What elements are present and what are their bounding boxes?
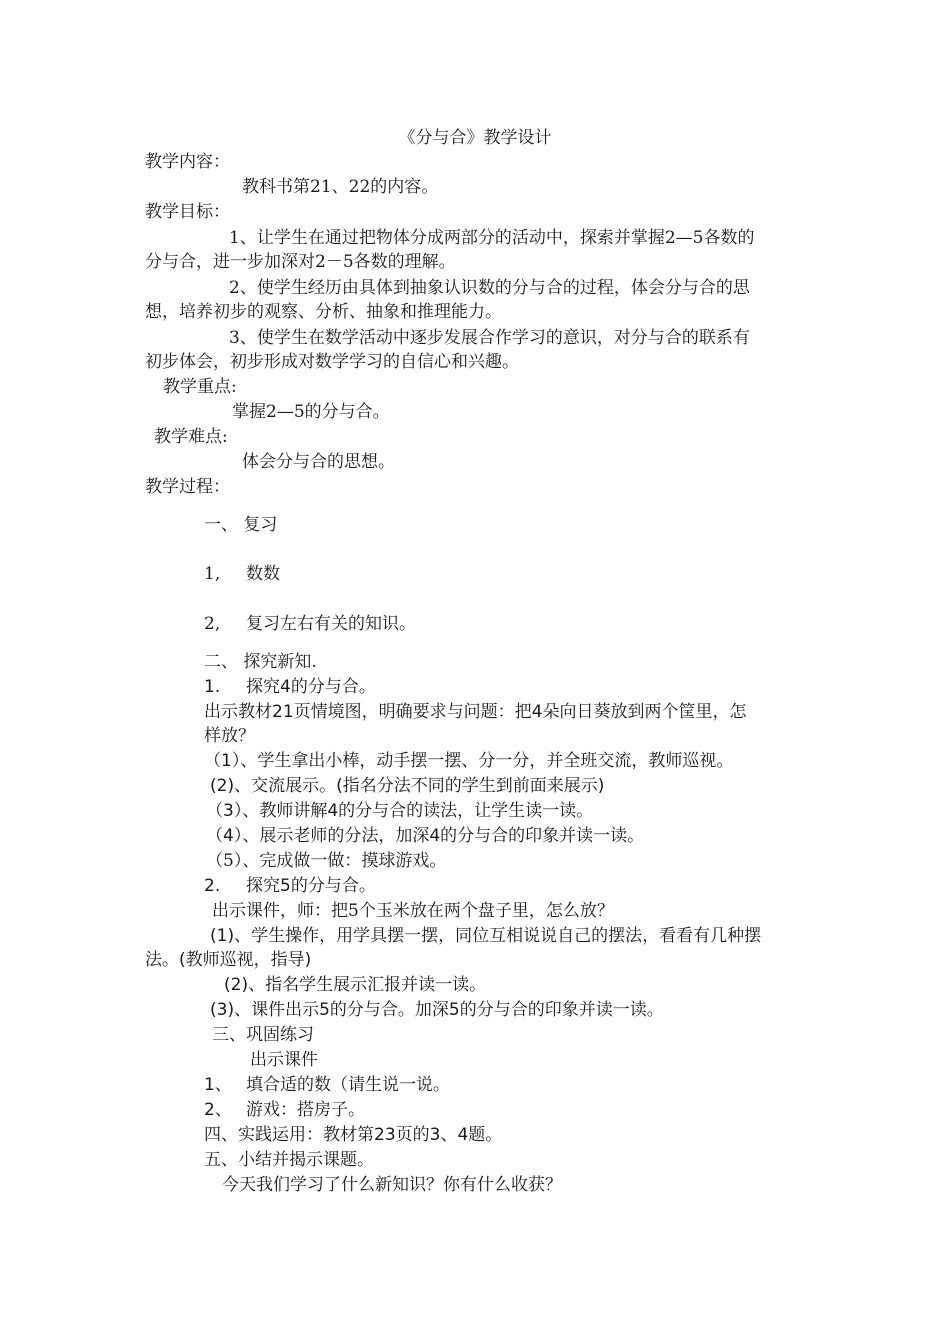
section-2-subsection-2-text: 探究5的分与合。	[246, 876, 376, 896]
section-2-2-intro: 出示课件，师：把5个玉米放在两个盘子里，怎么放？	[212, 901, 614, 921]
section-4-line: 四、实践运用：教材第23页的3、4题。	[204, 1125, 503, 1145]
goals-label: 教学目标：	[145, 202, 230, 222]
section-1-item-2-text: 复习左右有关的知识。	[246, 614, 416, 634]
goal-2-line-2: 想，培养初步的观察、分析、抽象和推理能力。	[145, 302, 502, 322]
section-2-1-step-5: （5）、完成做一做：摸球游戏。	[206, 851, 447, 871]
section-2-2-step-2: (2)、指名学生展示汇报并读一读。	[224, 975, 487, 995]
section-5-heading: 五、小结并揭示课题。	[204, 1150, 374, 1170]
section-3-item-2-text: 游戏：搭房子。	[246, 1100, 365, 1120]
section-2-subsection-2-number: 2.	[204, 876, 221, 896]
section-2-1-step-3: （3）、教师讲解4的分与合的读法，让学生读一读。	[206, 801, 594, 821]
section-2-subsection-2	[204, 874, 376, 898]
section-1-item-1	[204, 562, 280, 586]
section-1-item-2	[204, 612, 416, 636]
section-3-item-1-number: 1、	[204, 1075, 232, 1095]
section-2-subsection-1-number: 1.	[204, 677, 221, 697]
section-3-intro: 出示课件	[250, 1050, 318, 1070]
section-3-item-2	[204, 1098, 365, 1122]
difficulty-text: 体会分与合的思想。	[242, 452, 395, 472]
goal-3-line-2: 初步体会，初步形成对数学学习的自信心和兴趣。	[145, 352, 519, 372]
content-text: 教科书第21、22的内容。	[242, 177, 439, 197]
process-label: 教学过程：	[145, 477, 230, 497]
section-1-item-1-number: 1,	[204, 564, 221, 584]
key-points-text: 掌握2—5的分与合。	[232, 402, 390, 422]
section-1-heading: 一、 复习	[204, 515, 278, 535]
key-points-label: 教学重点:	[163, 377, 237, 397]
section-2-2-step-1-line-1: (1)、学生操作，用学具摆一摆，同位互相说说自己的摆法，看看有几种摆	[210, 926, 762, 946]
section-3-item-2-number: 2、	[204, 1100, 232, 1120]
goal-3-line-1: 3、使学生在数学活动中逐步发展合作学习的意识，对分与合的联系有	[229, 328, 750, 348]
difficulty-label: 教学难点:	[154, 427, 228, 447]
section-2-subsection-1-text: 探究4的分与合。	[246, 677, 376, 697]
section-2-1-step-1: （1）、学生拿出小棒，动手摆一摆、分一分，并全班交流，教师巡视。	[204, 751, 734, 771]
document-title: 《分与合》教学设计	[398, 128, 552, 148]
section-3-item-1-text: 填合适的数（请生说一说。	[246, 1075, 450, 1095]
section-3-item-1	[204, 1073, 450, 1097]
section-2-1-intro-line-1: 出示教材21页情境图，明确要求与问题：把4朵向日葵放到两个筐里，怎	[204, 702, 747, 722]
section-1-item-2-number: 2,	[204, 614, 221, 634]
section-5-text: 今天我们学习了什么新知识？你有什么收获？	[222, 1175, 562, 1195]
section-2-1-intro-line-2: 样放？	[204, 726, 255, 746]
goal-1-line-1: 1、让学生在通过把物体分成两部分的活动中，探索并掌握2—5各数的	[229, 228, 755, 248]
section-2-2-step-3: (3)、课件出示5的分与合。加深5的分与合的印象并读一读。	[210, 1000, 664, 1020]
section-3-heading: 三、巩固练习	[212, 1025, 314, 1045]
goal-2-line-1: 2、使学生经历由具体到抽象认识数的分与合的过程，体会分与合的思	[229, 278, 750, 298]
section-2-1-step-2: (2)、交流展示。(指名分法不同的学生到前面来展示)	[210, 776, 605, 796]
section-2-subsection-1	[204, 675, 376, 699]
goal-1-line-2: 分与合，进一步加深对2－5各数的理解。	[145, 252, 456, 272]
section-1-item-1-text: 数数	[246, 564, 280, 584]
content-label: 教学内容：	[145, 152, 230, 172]
section-2-1-step-4: （4）、展示老师的分法，加深4的分与合的印象并读一读。	[206, 826, 645, 846]
section-2-2-step-1-line-2: 法。(教师巡视，指导)	[145, 950, 312, 970]
section-2-heading: 二、 探究新知.	[204, 652, 317, 672]
